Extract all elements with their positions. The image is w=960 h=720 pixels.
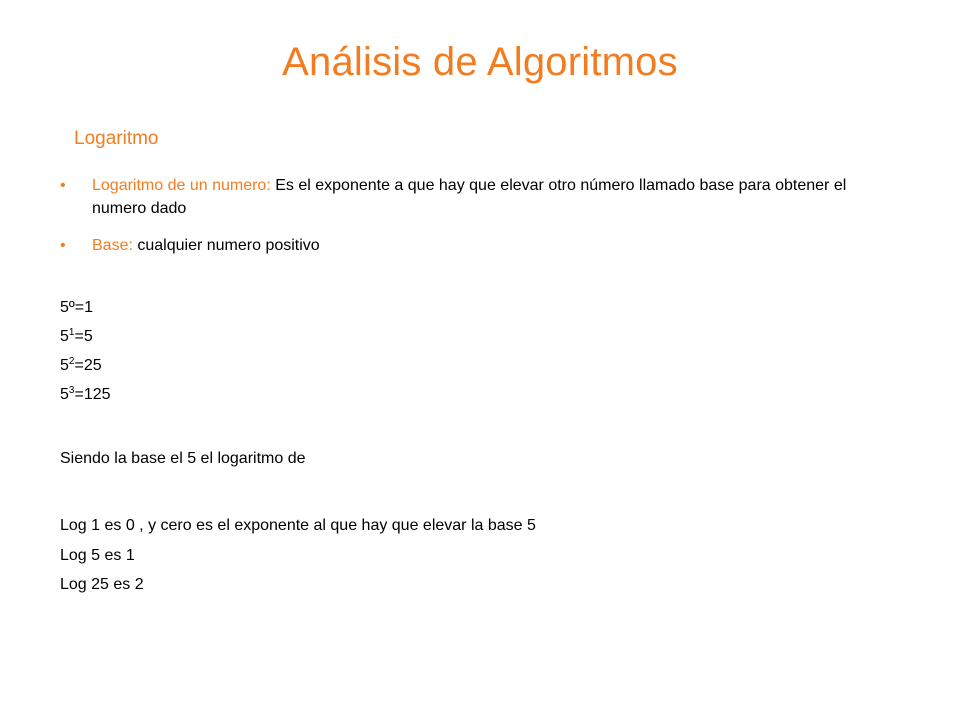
bullet-term: Logaritmo de un numero:	[92, 177, 271, 194]
bullet-dot-icon: •	[60, 177, 66, 194]
power-result: =1	[74, 299, 93, 316]
bullet-text: Es el exponente a que hay que elevar otro número llamado base para obtener el numero dado	[92, 177, 847, 217]
power-line	[60, 326, 93, 348]
slide-title: Análisis de Algoritmos	[282, 40, 678, 84]
power-result: =5	[74, 328, 93, 345]
power-line	[60, 297, 93, 319]
power-result: =125	[74, 386, 111, 403]
power-exponent: 3	[68, 385, 75, 396]
power-base: 5	[60, 299, 69, 316]
power-exponent: º	[68, 299, 75, 316]
power-exponent: 2	[68, 356, 75, 367]
log-line: Log 1 es 0 , y cero es el exponente al que hay que elevar la base 5	[60, 517, 536, 534]
power-line	[60, 384, 111, 406]
power-base: 5	[60, 357, 69, 374]
intro-text: Siendo la base el 5 el logaritmo de	[60, 450, 306, 467]
power-result: =25	[74, 357, 102, 374]
slide-subtitle: Logaritmo	[74, 128, 159, 149]
bullet-term: Base:	[92, 237, 133, 254]
bullet-text: cualquier numero positivo	[132, 237, 320, 254]
power-base: 5	[60, 328, 69, 345]
log-line: Log 25 es 2	[60, 576, 144, 593]
bullet-item	[60, 234, 890, 257]
power-exponent: 1	[68, 327, 75, 338]
bullet-list	[60, 174, 890, 271]
bullet-item	[60, 174, 890, 220]
bullet-dot-icon: •	[60, 237, 66, 254]
power-line	[60, 355, 102, 377]
log-line: Log 5 es 1	[60, 547, 135, 564]
power-base: 5	[60, 386, 69, 403]
